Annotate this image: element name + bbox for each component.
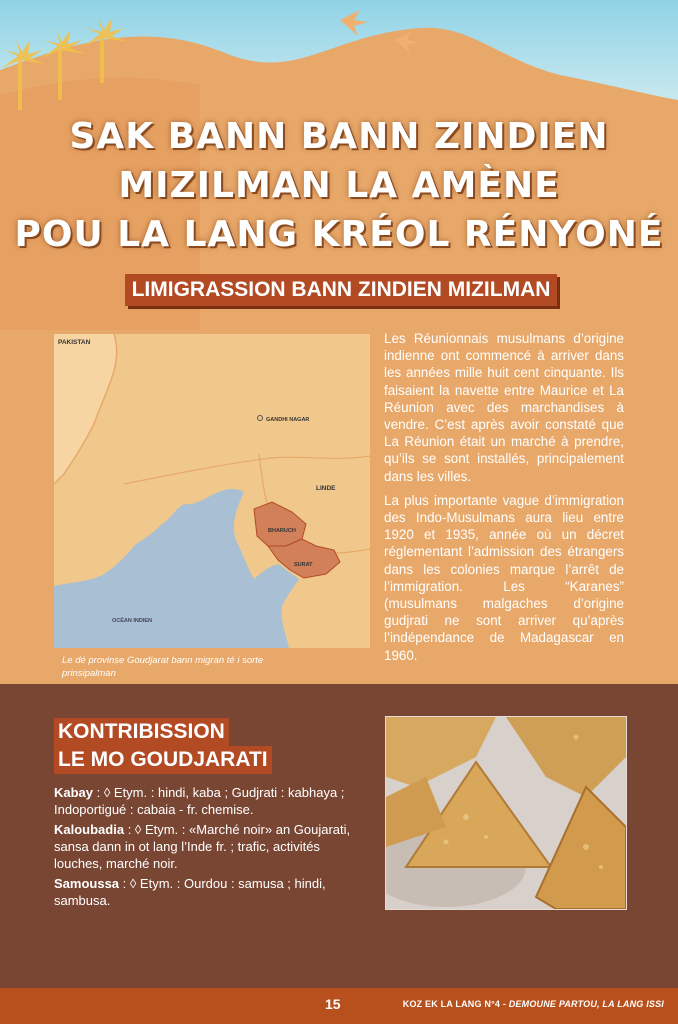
glossary-definition: : ◊ Etym. : hindi, kaba ; Gudjrati : kabhaya ; Indoportigué : cabaia - fr. chemise. xyxy=(54,785,345,817)
page-title xyxy=(0,112,678,259)
kontribission-title-line-1: KONTRIBISSION xyxy=(54,718,229,746)
title-line-3: POU LA LANG KRÉOL RÉNYONÉ xyxy=(14,214,664,255)
glossary-word: Samoussa xyxy=(54,876,120,891)
kontribission-title-line-2: LE MO GOUDJARATI xyxy=(54,746,272,774)
samosa-photo xyxy=(385,716,627,910)
glossary-entry xyxy=(54,875,354,909)
section-heading: LIMIGRASSION BANN ZINDIEN MIZILMAN xyxy=(125,274,557,306)
glossary-definition: : ◊ Etym. : Ourdou : samusa ; hindi, sambusa. xyxy=(54,876,326,908)
glossary-entry xyxy=(54,821,354,872)
glossary-word: Kabay xyxy=(54,785,94,800)
title-line-1: SAK BANN BANN ZINDIEN xyxy=(69,116,609,157)
kontribission-heading xyxy=(54,718,272,774)
page-number: 15 xyxy=(325,996,341,1012)
paragraph: Les Réunionnais musulmans d’origine indienne ont commencé à arriver dans les années mille huit cent cinquante. Ils faisaient la navette entre Maurice et La Réunion avec des marchandises à vendre. C’est après avoir constaté que La Réunion était un marché à prendre, qu’ils se sont installés, principalement dans les villes. xyxy=(384,331,624,484)
glossary-word: Kaloubadia xyxy=(54,822,125,837)
map-label-gandhinagar: GANDHI NAGAR xyxy=(266,417,310,423)
paragraph: La plus importante vague d’immigration des Indo-Musulmans aura lieu entre 1920 et 1935, année où un décret réglementant l’admission des étrangers dans les colonies marque l’arrêt de l’immigration. Les “Karanes” (musulmans malgaches d’origine gudjrati ne sont arriver qu’après l’indépendance de Madagascar en 1960. xyxy=(384,492,624,663)
publication-name: KOZ EK LA LANG N°4 - xyxy=(402,999,509,1009)
map-label-ocean: OCÉAN INDIEN xyxy=(112,618,153,624)
publication-tagline: DEMOUNE PARTOU, LA LANG ISSI xyxy=(508,999,664,1009)
glossary xyxy=(54,784,354,912)
map-label-surat: SURAT xyxy=(294,562,313,568)
glossary-entry xyxy=(54,784,354,818)
glossary-definition: : ◊ Etym. : «Marché noir» an Goujarati, sansa dann in ot lang l’Inde fr. ; trafic, activités louches, marché noir. xyxy=(54,822,351,871)
body-text xyxy=(384,330,624,671)
footer-publication xyxy=(403,999,664,1009)
title-line-2: MIZILMAN LA AMÈNE xyxy=(118,165,560,206)
map-label-bharuch: BHARUCH xyxy=(268,528,296,534)
map-caption: Le dé provinse Goudjarat bann migran té i sorte prinsipalman xyxy=(62,655,264,679)
gujarat-map xyxy=(54,334,370,648)
map-label-linde: LINDE xyxy=(316,485,336,492)
map-label-pakistan: PAKISTAN xyxy=(58,339,91,346)
